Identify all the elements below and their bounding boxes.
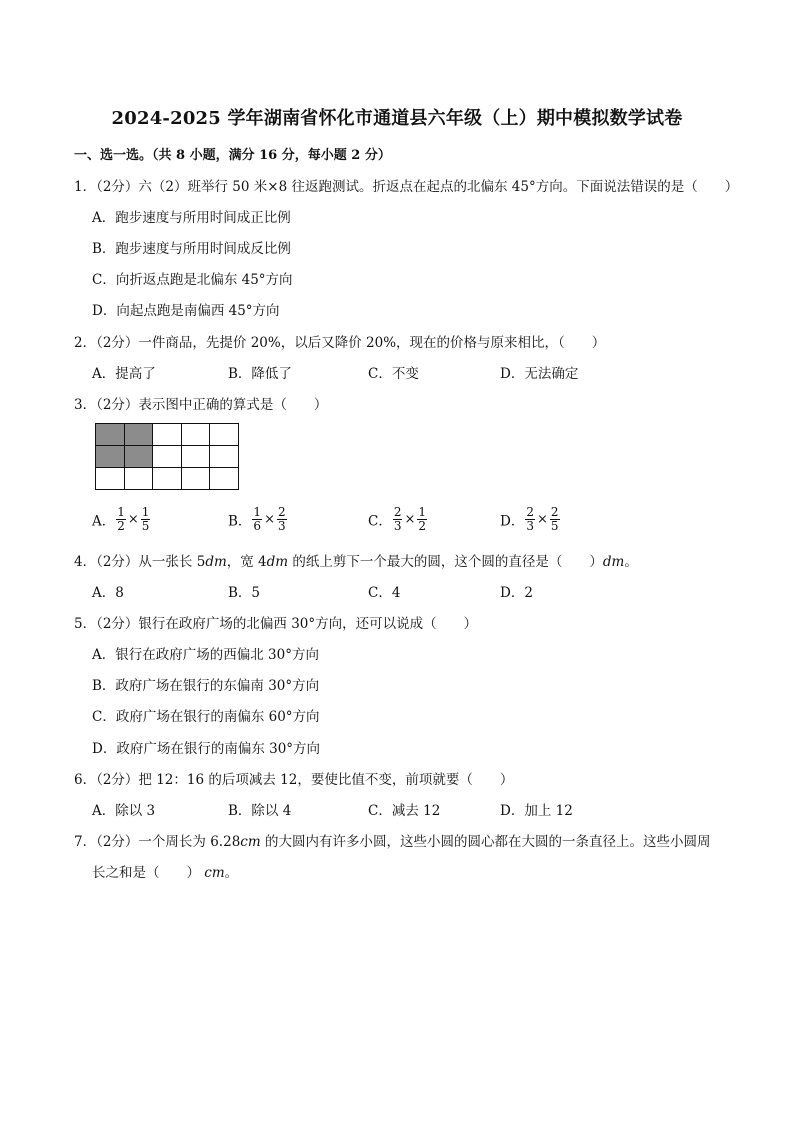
question-1-option-d: D．向起点跑是南偏西 45°方向 bbox=[92, 303, 280, 319]
fraction bbox=[116, 506, 126, 533]
question-3-option-c bbox=[368, 506, 428, 533]
grid-cell bbox=[124, 468, 153, 490]
question-6-option-b: B．除以 4 bbox=[228, 803, 292, 819]
grid-cell-shaded bbox=[96, 446, 125, 468]
question-4-option-d: D．2 bbox=[500, 585, 533, 601]
question-6-stem: 6．（2分）把 12：16 的后项减去 12，要使比值不变，前项就要（ ） bbox=[74, 772, 514, 788]
denominator: 5 bbox=[141, 519, 150, 533]
grid-cell-shaded bbox=[124, 424, 153, 446]
denominator: 5 bbox=[550, 519, 559, 533]
question-3-option-d bbox=[500, 506, 561, 533]
grid-cell bbox=[181, 424, 210, 446]
fraction bbox=[525, 506, 535, 533]
denominator: 2 bbox=[117, 519, 125, 533]
numerator: 1 bbox=[117, 505, 125, 519]
page-title: 2024-2025 学年湖南省怀化市通道县六年级（上）期中模拟数学试卷 bbox=[111, 108, 683, 129]
stem-text: 7．（2分）一个周长为 6.28 bbox=[74, 834, 241, 850]
question-5-option-a: A．银行在政府广场的西偏北 30°方向 bbox=[92, 647, 319, 663]
unit-text: dm bbox=[205, 554, 227, 570]
grid-cell bbox=[96, 468, 125, 490]
option-label: C． bbox=[368, 513, 392, 530]
question-2-option-b: B．降低了 bbox=[228, 366, 292, 382]
fraction bbox=[141, 506, 151, 533]
question-6-option-d: D．加上 12 bbox=[500, 803, 573, 819]
grid-cell-shaded bbox=[96, 424, 125, 446]
times-sign: × bbox=[127, 512, 139, 527]
question-1-option-c: C．向折返点跑是北偏东 45°方向 bbox=[92, 272, 293, 288]
unit-text: cm bbox=[204, 865, 225, 881]
question-4-option-a: A．8 bbox=[92, 585, 124, 601]
question-1-option-a: A．跑步速度与所用时间成正比例 bbox=[92, 210, 291, 226]
question-5-option-c: C．政府广场在银行的南偏东 60°方向 bbox=[92, 709, 320, 725]
denominator: 3 bbox=[526, 519, 534, 533]
question-6-option-c: C．减去 12 bbox=[368, 803, 441, 819]
question-7-stem bbox=[74, 830, 710, 850]
numerator: 2 bbox=[550, 505, 559, 519]
question-1-option-b: B．跑步速度与所用时间成反比例 bbox=[92, 241, 291, 257]
numerator: 2 bbox=[393, 505, 402, 519]
question-7-stem-continued bbox=[92, 861, 238, 881]
stem-text: 4．（2分）从一张长 5 bbox=[74, 554, 206, 570]
unit-text: cm bbox=[240, 834, 261, 850]
question-1-stem: 1．（2分）六（2）班举行 50 米×8 往返跑测试。折返点在起点的北偏东 45°方向。下面说法错误的是（ ） bbox=[74, 179, 739, 195]
grid-cell bbox=[210, 446, 239, 468]
denominator: 2 bbox=[418, 519, 427, 533]
stem-text: 。 bbox=[224, 865, 239, 881]
stem-text: ，宽 4 bbox=[226, 554, 267, 570]
fraction bbox=[277, 506, 287, 533]
question-4-stem: 4．（2分）从一张长 5dm，宽 4dm 的纸上剪下一个最大的圆，这个圆的直径是（ ）dm。 bbox=[74, 554, 638, 570]
fraction bbox=[252, 506, 262, 533]
question-3-option-a bbox=[92, 506, 151, 533]
fraction bbox=[417, 506, 427, 533]
question-2-option-d: D．无法确定 bbox=[500, 366, 579, 382]
grid-row bbox=[96, 468, 239, 490]
denominator: 3 bbox=[393, 519, 402, 533]
option-label: B． bbox=[228, 513, 252, 530]
option-label: D． bbox=[500, 513, 525, 530]
question-3-stem: 3．（2分）表示图中正确的算式是（ ） bbox=[74, 397, 328, 413]
question-5-option-b: B．政府广场在银行的东偏南 30°方向 bbox=[92, 678, 320, 694]
times-sign: × bbox=[404, 512, 416, 527]
denominator: 3 bbox=[277, 519, 286, 533]
option-label: A． bbox=[92, 513, 116, 530]
question-4-option-c: C．4 bbox=[368, 585, 401, 601]
stem-text: 的大圆内有许多小圆，这些小圆的圆心都在大圆的一条直径上。这些小圆周 bbox=[260, 834, 711, 850]
numerator: 2 bbox=[277, 505, 286, 519]
numerator: 1 bbox=[253, 505, 262, 519]
fraction bbox=[393, 506, 403, 533]
question-3-option-b bbox=[228, 506, 288, 533]
question-2-option-c: C．不变 bbox=[368, 366, 419, 382]
numerator: 2 bbox=[526, 505, 534, 519]
grid-cell bbox=[153, 446, 182, 468]
times-sign: × bbox=[264, 512, 275, 527]
grid-row bbox=[96, 424, 239, 446]
question-5-stem: 5．（2分）银行在政府广场的北偏西 30°方向，还可以说成（ ） bbox=[74, 616, 478, 632]
grid-cell bbox=[210, 468, 239, 490]
question-6-option-a: A．除以 3 bbox=[92, 803, 156, 819]
question-2-stem: 2．（2分）一件商品，先提价 20%，以后又降价 20%，现在的价格与原来相比，（ ） bbox=[74, 335, 606, 351]
grid-cell-shaded bbox=[124, 446, 153, 468]
stem-text: 长之和是（ ） bbox=[92, 865, 200, 881]
grid-row bbox=[96, 446, 239, 468]
grid-cell bbox=[153, 424, 182, 446]
times-sign: × bbox=[536, 512, 548, 527]
section-heading: 一、选一选。（共 8 小题，满分 16 分，每小题 2 分） bbox=[74, 148, 391, 163]
grid-cell bbox=[153, 468, 182, 490]
unit-text: dm bbox=[602, 554, 625, 570]
grid-cell bbox=[210, 424, 239, 446]
question-2-option-a: A．提高了 bbox=[92, 366, 156, 382]
numerator: 1 bbox=[141, 505, 150, 519]
fraction bbox=[550, 506, 560, 533]
stem-text: 的纸上剪下一个最大的圆，这个圆的直径是（ ） bbox=[288, 554, 603, 570]
question-4-option-b: B．5 bbox=[228, 585, 261, 601]
numerator: 1 bbox=[418, 505, 427, 519]
grid-cell bbox=[181, 446, 210, 468]
grid-cell bbox=[181, 468, 210, 490]
denominator: 6 bbox=[253, 519, 262, 533]
shaded-grid-figure bbox=[95, 423, 239, 490]
question-5-option-d: D．政府广场在银行的南偏东 30°方向 bbox=[92, 741, 321, 757]
unit-text: dm bbox=[266, 554, 289, 570]
